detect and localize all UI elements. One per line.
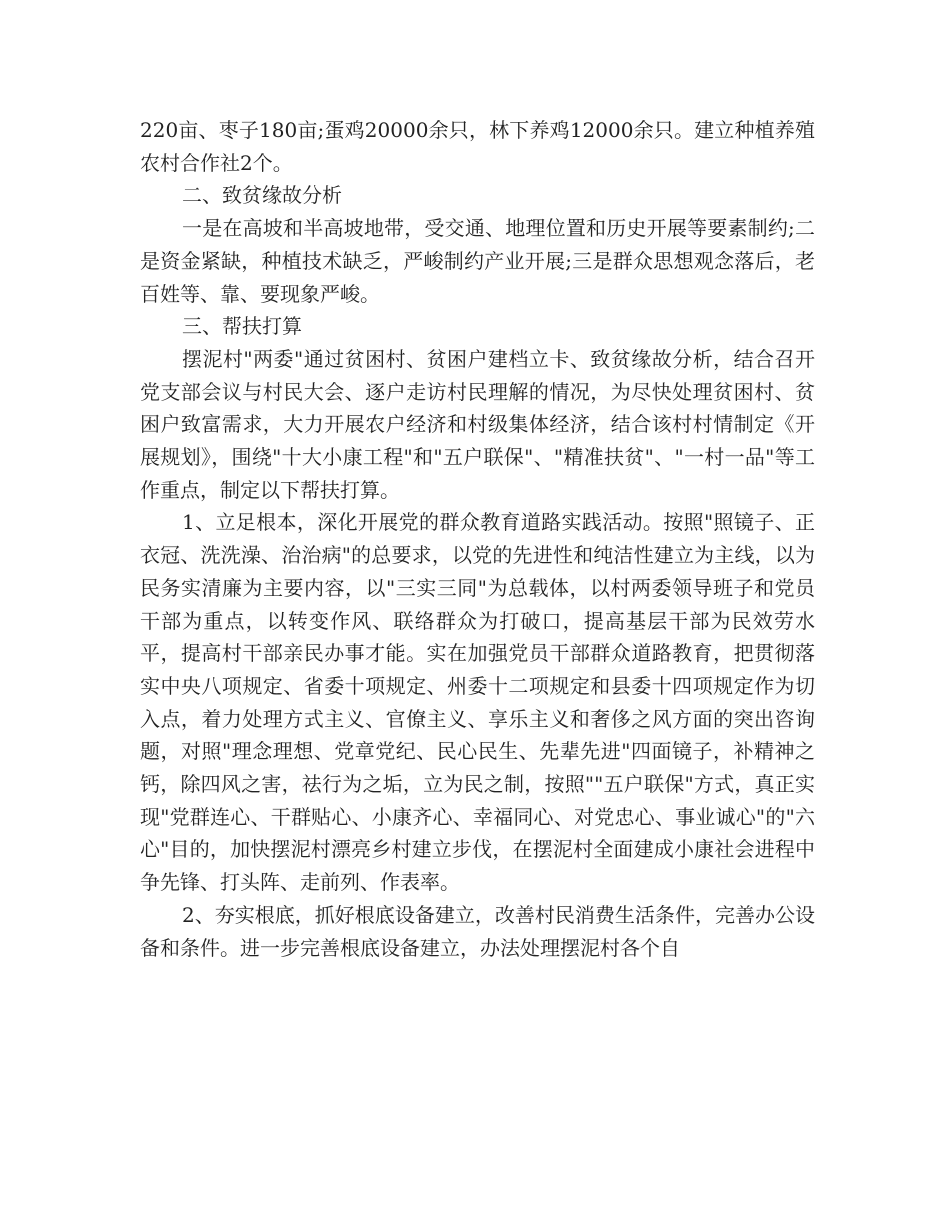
- document-body: [140, 114, 815, 964]
- paragraph-plan-item-1: 1、立足根本，深化开展党的群众教育道路实践活动。按照"照镜子、正衣冠、洗洗澡、治治病"的总要求，以党的先进性和纯洁性建立为主线，以为民务实清廉为主要内容，以"三实三同"为总载体，以村两委领导班子和党员干部为重点，以转变作风、联络群众为打破口，提高基层干部为民效劳水平，提高村干部亲民办事才能。实在加强党员干部群众道路教育，把贯彻落实中央八项规定、省委十项规定、州委十二项规定和县委十四项规定作为切入点，着力处理方式主义、官僚主义、享乐主义和奢侈之风方面的突出咨询题，对照"理念理想、党章党纪、民心民生、先辈先进"四面镜子，补精神之钙，除四风之害，祛行为之垢，立为民之制，按照""五户联保"方式，真正实现"党群连心、干群贴心、小康齐心、幸福同心、对党忠心、事业诚心"的"六心"目的，加快摆泥村漂亮乡村建立步伐，在摆泥村全面建成小康社会进程中争先锋、打头阵、走前列、作表率。: [140, 510, 815, 895]
- paragraph-crops-and-poultry: 220亩、枣子180亩;蛋鸡20000余只，林下养鸡12000余只。建立种植养殖农村合作社2个。: [140, 118, 815, 175]
- section-heading-poverty-causes: 二、致贫缘故分析: [182, 183, 342, 208]
- section-heading-assistance-plan: 三、帮扶打算: [182, 314, 302, 339]
- paragraph-assistance-overview: 摆泥村"两委"通过贫困村、贫困户建档立卡、致贫缘故分析，结合召开党支部会议与村民大会、逐户走访村民理解的情况，为尽快处理贫困村、贫困户致富需求，大力开展农户经济和村级集体经济，结合该村村情制定《开展规划》，围绕"十大小康工程"和"五户联保"、"精准扶贫"、"一村一品"等工作重点，制定以下帮扶打算。: [140, 346, 815, 502]
- paragraph-poverty-causes: 一是在高坡和半高坡地带，受交通、地理位置和历史开展等要素制约;二是资金紧缺，种植技术缺乏，严峻制约产业开展;三是群众思想观念落后，老百姓等、靠、要现象严峻。: [140, 216, 815, 306]
- paragraph-plan-item-2: 2、夯实根底，抓好根底设备建立，改善村民消费生活条件，完善办公设备和条件。进一步完善根底设备建立，办法处理摆泥村各个自: [140, 902, 815, 960]
